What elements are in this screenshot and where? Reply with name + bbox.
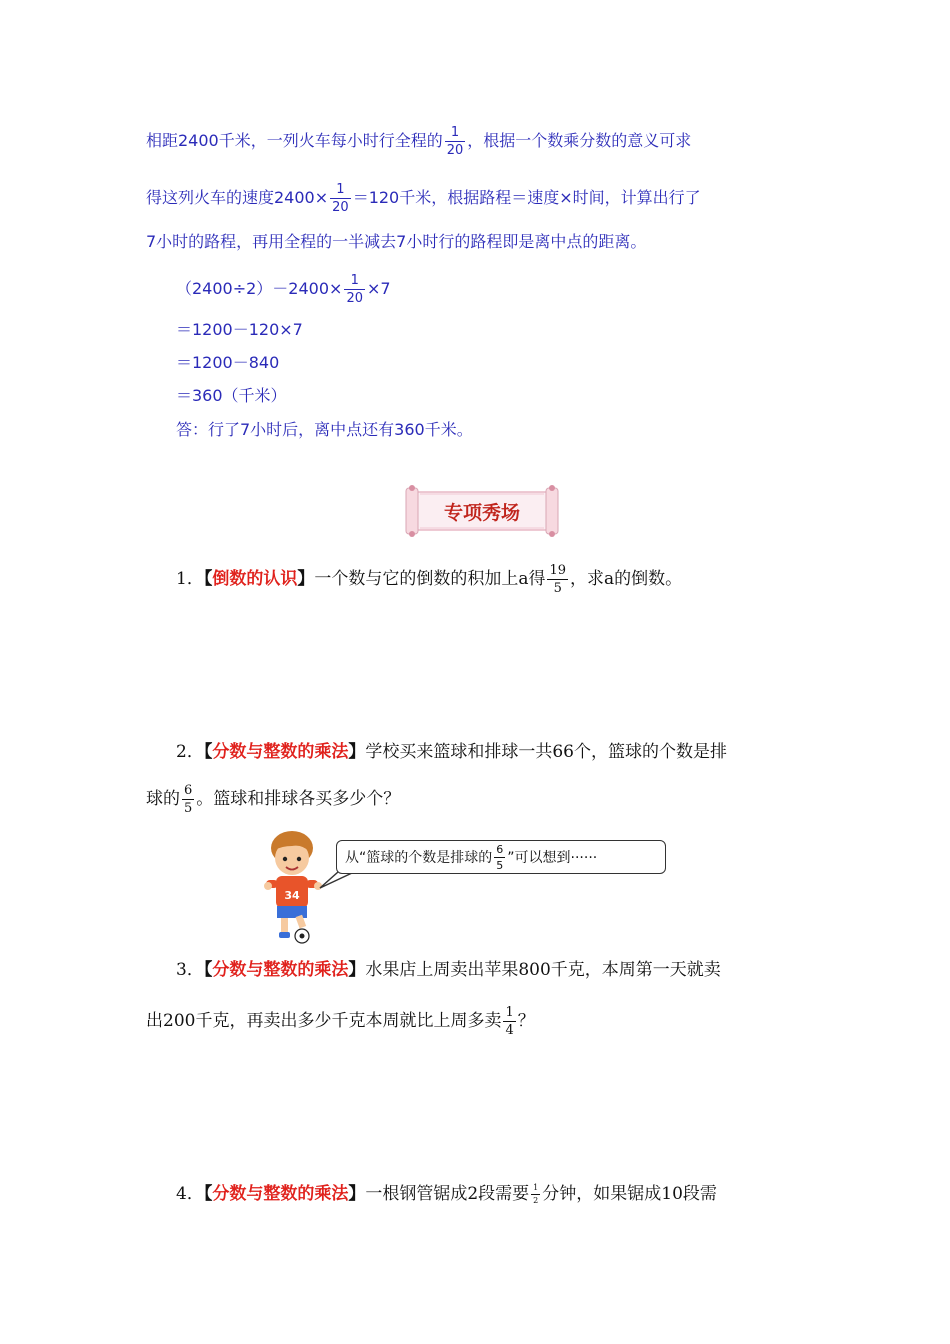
problem-3-line-1: 3．【分数与整数的乘法】水果店上周卖出苹果800千克，本周第一天就卖 — [176, 960, 721, 980]
fraction: $\frac{1}{20}$ — [346, 273, 363, 306]
banner-title: 专项秀场 — [443, 501, 520, 524]
problem-4: 4．【分数与整数的乘法】一根钢管锯成2段需要 $\frac{1}{2}$ 分钟，如果锯成10段需 — [176, 1183, 717, 1205]
solution-text: 得这列火车的速度2400× — [146, 188, 329, 207]
problem-text: 一个数与它的倒数的积加上a得 — [314, 569, 546, 589]
problem-number: 4． — [176, 1184, 204, 1204]
calc-line-1 — [176, 274, 391, 305]
problem-text: ？ — [517, 1011, 535, 1031]
solution-line-1 — [146, 126, 691, 157]
solution-line-3: 7小时的路程，再用全程的一半减去7小时行的路程即是离中点的距离。 — [146, 232, 647, 251]
problem-number: 1． — [176, 569, 204, 589]
problem-1: 1．【倒数的认识】一个数与它的倒数的积加上a得 $\frac{19}{5}$ ，求a的倒数。 — [176, 563, 683, 596]
calc-line-2: ＝1200－120×7 — [176, 320, 303, 339]
problem-3-line-2 — [146, 1006, 535, 1037]
jersey-number: 34 — [284, 889, 300, 902]
problem-number: 3． — [176, 960, 204, 980]
calc-text: ×7 — [366, 279, 391, 298]
fraction: $\frac{19}{5}$ — [549, 563, 567, 596]
solution-text: 相距2400千米，一列火车每小时行全程的 — [146, 131, 443, 150]
problem-2-line-1: 2．【分数与整数的乘法】学校买来篮球和排球一共66个，篮球的个数是排 — [176, 742, 727, 762]
solution-line-2 — [146, 183, 701, 214]
answer-line: 答：行了7小时后，离中点还有360千米。 — [176, 420, 473, 439]
fraction: $\frac{1}{4}$ — [505, 1005, 514, 1038]
fraction: $\frac{1}{2}$ — [533, 1183, 539, 1205]
fraction: $\frac{6}{5}$ — [184, 783, 193, 816]
problem-text: 。篮球和排球各买多少个？ — [196, 789, 401, 809]
problem-tag: 分数与整数的乘法 — [212, 742, 349, 762]
solution-text: ＝120千米，根据路程＝速度×时间，计算出行了 — [352, 188, 701, 207]
problem-text: ，求a的倒数。 — [570, 569, 683, 589]
fraction: $\frac{6}{5}$ — [496, 842, 504, 872]
fraction: $\frac{1}{20}$ — [446, 125, 464, 158]
problem-tag: 倒数的认识 — [212, 569, 298, 589]
problem-tag: 分数与整数的乘法 — [212, 1184, 349, 1204]
calc-line-4: ＝360（千米） — [176, 386, 287, 405]
problem-text: 出200千克，再卖出多少千克本周就比上周多卖 — [146, 1011, 502, 1031]
fraction: $\frac{1}{20}$ — [332, 182, 349, 215]
problem-2-line-2 — [146, 784, 400, 815]
section-banner — [402, 484, 562, 538]
problem-text: 分钟，如果锯成10段需 — [542, 1184, 717, 1204]
speech-bubble — [336, 840, 666, 874]
problem-number: 2． — [176, 742, 204, 762]
calc-text: （2400÷2）－2400× — [176, 279, 343, 298]
problem-text: 水果店上周卖出苹果800千克，本周第一天就卖 — [365, 960, 721, 980]
calc-line-3: ＝1200－840 — [176, 353, 280, 372]
problem-text: 学校买来篮球和排球一共66个，篮球的个数是排 — [365, 742, 727, 762]
problem-text: 球的 — [146, 789, 180, 809]
problem-tag: 分数与整数的乘法 — [212, 960, 349, 980]
bubble-text: ”可以想到······ — [507, 850, 598, 866]
problem-text: 一根钢管锯成2段需要 — [365, 1184, 530, 1204]
bubble-text: 从“篮球的个数是排球的 — [345, 850, 493, 866]
solution-text: ，根据一个数乘分数的意义可求 — [467, 131, 692, 150]
